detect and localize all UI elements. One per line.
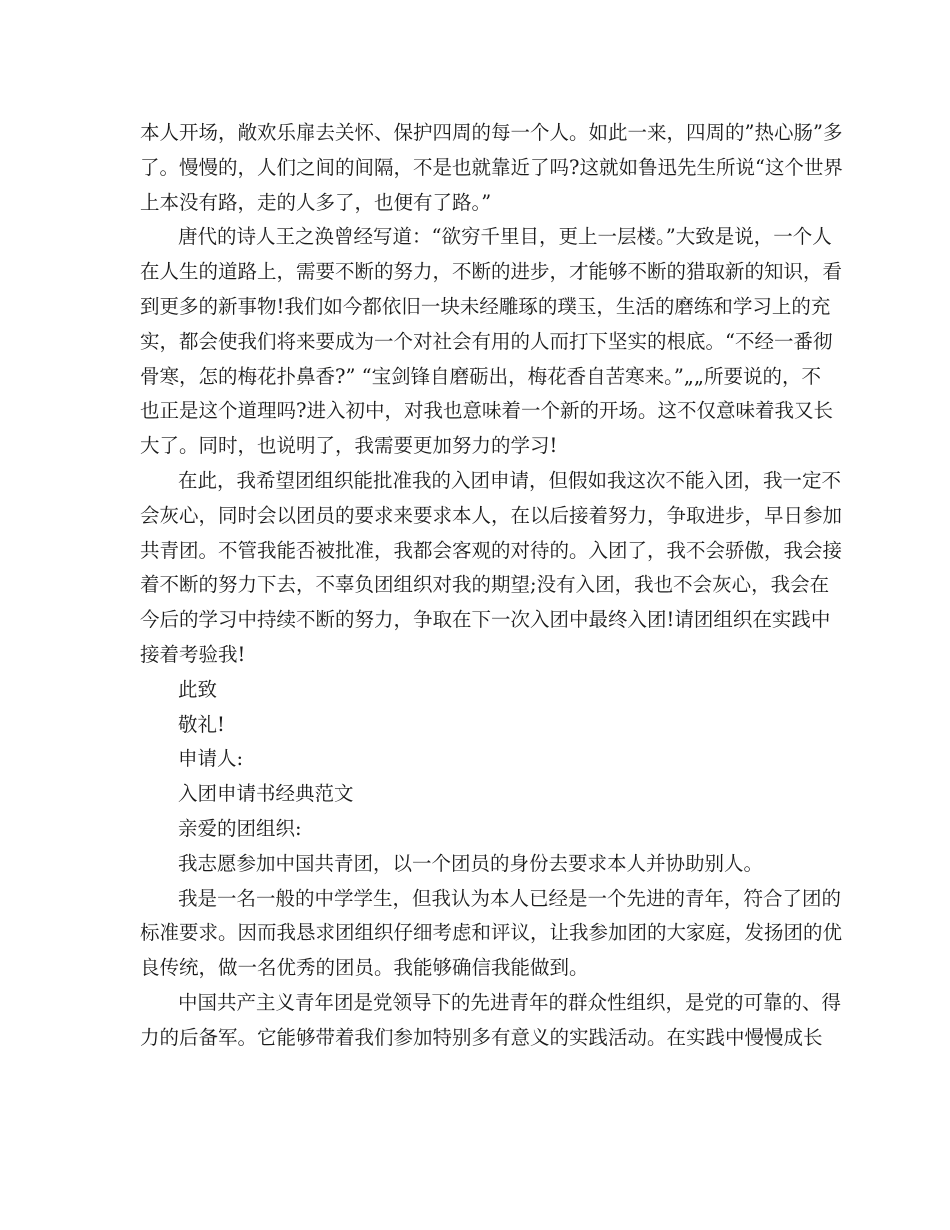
text-line: 良传统，做一名优秀的团员。我能够确信我能做到。 <box>140 956 589 980</box>
text-line: 本人开场，敞欢乐扉去关怀、保护四周的每一个人。如此一来，四周的”热心肠”多 <box>140 121 843 144</box>
text-line: 亲爱的团组织: <box>178 816 302 840</box>
text-line: 今后的学习中持续不断的努力，争取在下一次入团中最终入团!请团组织在实践中 <box>140 608 831 632</box>
text-line: 力的后备军。它能够带着我们参加特别多有意义的实践活动。在实践中慢慢成长 <box>140 1025 823 1049</box>
text-line: 此致 <box>178 677 218 701</box>
text-line: 在此，我希望团组织能批准我的入团申请，但假如我这次不能入团，我一定不 <box>178 468 842 492</box>
text-line: 上本没有路，走的人多了，也便有了路。” <box>140 190 492 214</box>
text-line: 标准要求。因而我恳求团组织仔细考虑和评议，让我参加团的大家庭，发扬团的优 <box>140 921 843 945</box>
text-line: 实，都会使我们将来要成为一个对社会有用的人而打下坚实的根底。“不经一番彻 <box>140 329 833 353</box>
text-line: 大了。同时，也说明了，我需要更加努力的学习! <box>140 434 558 458</box>
text-line: 中国共产主义青年团是党领导下的先进青年的群众性组织，是党的可靠的、得 <box>178 990 842 1014</box>
text-line: 我是一名一般的中学学生，但我认为本人已经是一个先进的青年，符合了团的 <box>178 886 842 910</box>
document-body <box>140 116 843 1056</box>
text-line: 会灰心，同时会以团员的要求来要求本人，在以后接着努力，争取进步，早日参加 <box>140 503 843 527</box>
text-line: 共青团。不管我能否被批准，我都会客观的对待的。入团了，我不会骄傲，我会接 <box>140 538 843 562</box>
text-line: 申请人: <box>178 747 244 771</box>
text-line: 我志愿参加中国共青团，以一个团员的身份去要求本人并协助别人。 <box>178 851 764 875</box>
text-line: 敬礼! <box>178 712 225 736</box>
text-line: 入团申请书经典范文 <box>178 782 354 806</box>
text-line: 到更多的新事物!我们如今都依旧一块未经雕琢的璞玉，生活的磨练和学习上的充 <box>140 294 831 318</box>
text-line: 骨寒，怎的梅花扑鼻香?” “宝剑锋自磨砺出，梅花香自苦寒来。”„„所要说的，不 <box>140 364 822 388</box>
text-line: 唐代的诗人王之涣曾经写道：“欲穷千里目，更上一层楼。”大致是说，一个人 <box>178 225 832 249</box>
text-line: 接着考验我! <box>140 642 246 666</box>
text-line: 了。慢慢的，人们之间的间隔，不是也就靠近了吗?这就如鲁迅先生所说“这个世界 <box>140 155 843 179</box>
text-line: 在人生的道路上，需要不断的努力，不断的进步，才能够不断的猎取新的知识，看 <box>140 260 843 284</box>
text-line: 着不断的努力下去，不辜负团组织对我的期望;没有入团，我也不会灰心，我会在 <box>140 573 830 597</box>
text-line: 也正是这个道理吗?进入初中，对我也意味着一个新的开场。这不仅意味着我又长 <box>140 399 833 423</box>
